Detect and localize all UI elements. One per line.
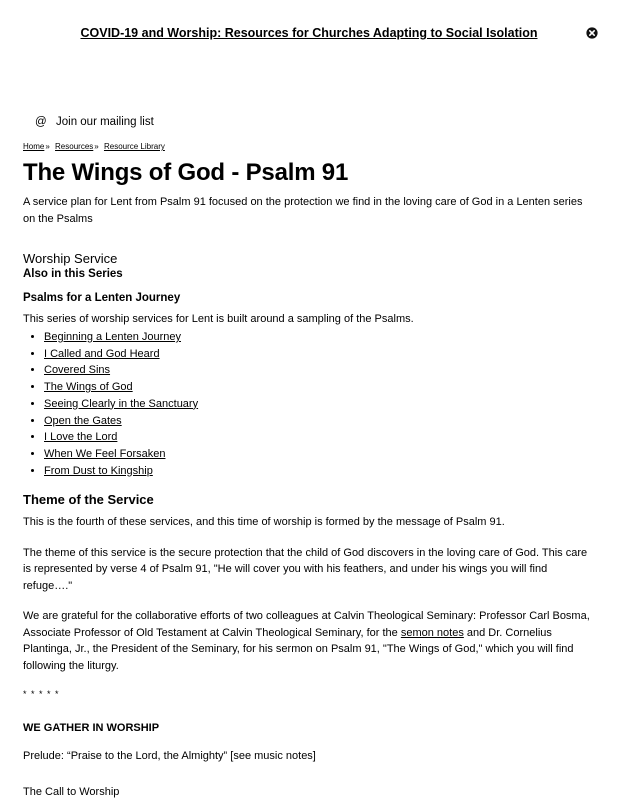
list-item [44,379,593,396]
breadcrumb-separator: » [94,142,99,151]
list-item [44,396,593,413]
list-item [44,463,593,480]
series-list [23,329,593,479]
also-in-series-heading: Also in this Series [23,268,123,280]
list-item [44,413,593,430]
list-item [44,429,593,446]
page-title: The Wings of God - Psalm 91 [23,159,349,186]
series-link[interactable]: Open the Gates [44,414,122,427]
sermon-notes-link[interactable]: semon notes [400,626,464,639]
list-item [44,446,593,463]
breadcrumb-home[interactable]: Home [23,142,45,151]
worship-service-label: Worship Service [23,251,118,266]
series-link[interactable]: Covered Sins [44,364,111,377]
breadcrumb [23,142,165,151]
theme-paragraph-2: The theme of this service is the secure protection that the child of God discovers in the loving care of God. This care is represented by verse 4 of Psalm 91, "He will cover you with his feathers, and under his wings you will find refuge…." [23,546,588,592]
list-item [44,346,593,363]
series-link[interactable]: Beginning a Lenten Journey [44,331,181,343]
series-link[interactable]: I Called and God Heard [44,347,160,360]
section-divider: * * * * * [23,689,60,700]
series-link[interactable]: Seeing Clearly in the Sanctuary [44,397,199,410]
theme-heading: Theme of the Service [23,492,154,508]
covid-resources-link[interactable]: COVID-19 and Worship: Resources for Churches Adapting to Social Isolation [80,26,538,40]
breadcrumb-resource-library[interactable]: Resource Library [103,142,165,151]
series-link[interactable]: The Wings of God [44,381,133,394]
close-icon[interactable] [586,27,598,39]
theme-paragraph-3 [23,608,593,674]
paragraph-text: We are grateful for the collaborative efforts of two colleagues at Calvin Theological Seminary: Professor Carl Bosma, Associate Professor of Old Testament at Calvin Theological Seminary, for the [23,610,590,639]
theme-paragraph-1: This is the fourth of these services, and this time of worship is formed by the message of Psalm 91. [23,516,505,529]
at-icon: @ [35,116,47,128]
prelude-text: Prelude: “Praise to the Lord, the Almighty” [see music notes] [23,750,316,763]
gather-heading: WE GATHER IN WORSHIP [23,722,160,735]
paragraph-text: and Dr. Cornelius Plantinga, Jr., the President of the Seminary, for his sermon on Psalm 91, "The Wings of God," which you will find following the liturgy. [23,626,574,672]
main-content [23,250,593,800]
series-link[interactable]: When We Feel Forsaken [44,447,166,460]
page-intro: A service plan for Lent from Psalm 91 focused on the protection we find in the loving care of God in a Lenten series on the Psalms [23,196,583,225]
announcement-banner [0,24,618,46]
series-link[interactable]: I Love the Lord [44,431,118,444]
call-to-worship-text: The Call to Worship [23,786,120,799]
breadcrumb-resources[interactable]: Resources [55,142,94,151]
series-description: This series of worship services for Lent is built around a sampling of the Psalms. [23,313,414,325]
breadcrumb-separator: » [45,142,50,151]
list-item [44,362,593,379]
mailing-list-link[interactable] [35,116,154,128]
mailing-list-label: Join our mailing list [56,116,154,128]
series-link[interactable]: From Dust to Kingship [44,464,153,477]
series-title: Psalms for a Lenten Journey [23,292,181,304]
list-item [44,329,593,346]
